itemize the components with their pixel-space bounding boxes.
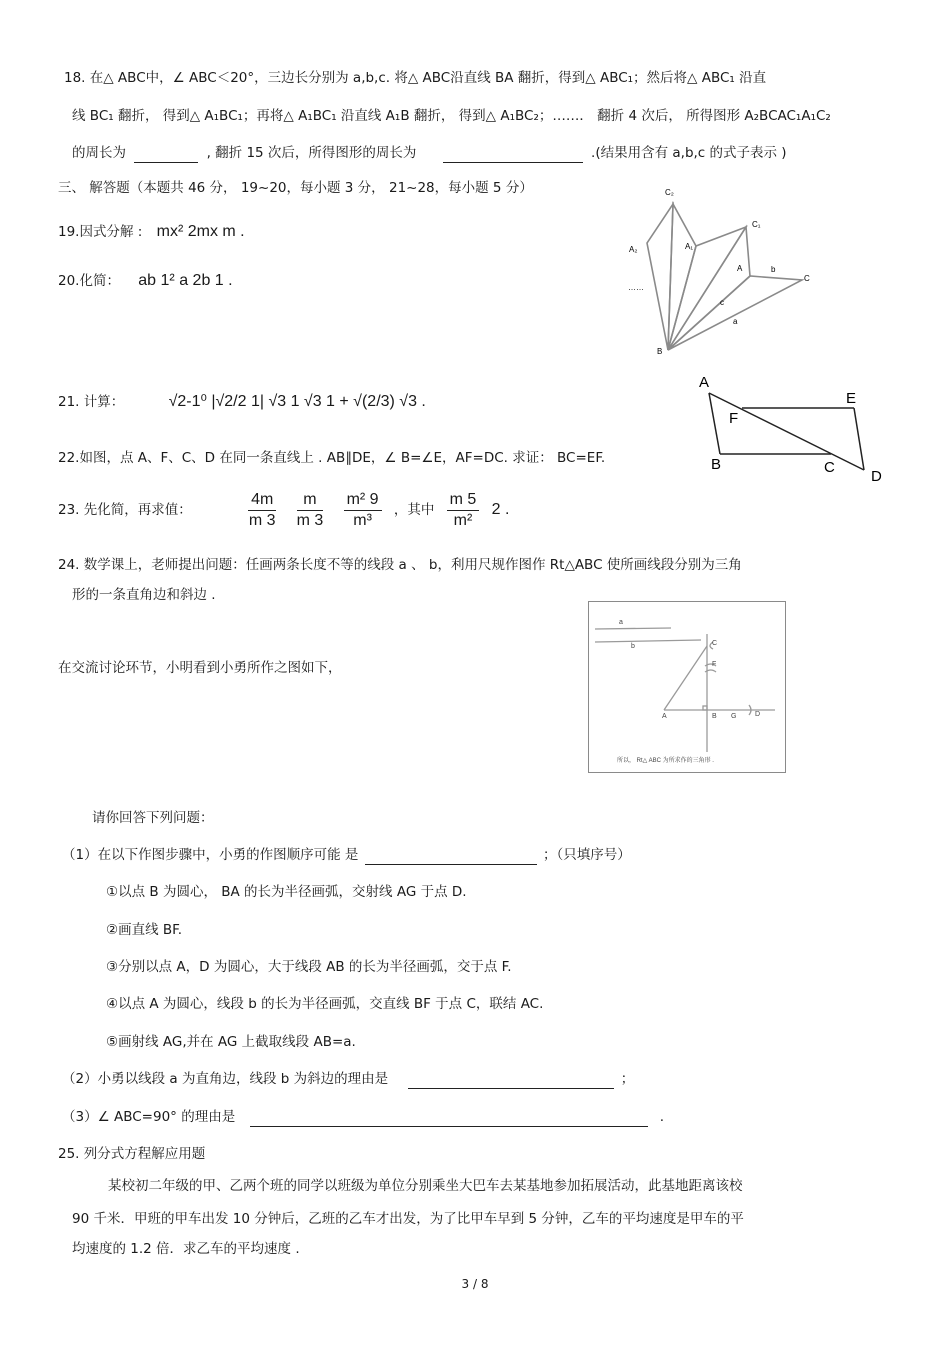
q22: 22.如图，点 A、F、C、D 在同一条直线上 . AB∥DE，∠ B=∠E，AF=DC. 求证： BC=EF.: [58, 450, 606, 466]
label-F: F: [712, 661, 717, 668]
q24-step-5: ⑤画射线 AG,并在 AG 上截取线段 AB=a.: [106, 1034, 356, 1050]
q23-f1-denominator: m 3: [248, 511, 276, 529]
q24-part1-text: （1）在以下作图步骤中，小勇的作图顺序可能 是: [62, 847, 359, 863]
construction-figure: [589, 602, 785, 772]
q24-prompt: 请你回答下列问题：: [92, 810, 214, 826]
q23-f4-denominator: m²: [453, 511, 473, 529]
q24-step-2: ②画直线 BF.: [106, 922, 183, 938]
q23-fraction-4: [447, 490, 480, 531]
q23-value: 2 .: [491, 501, 510, 518]
label-a: a: [619, 619, 623, 626]
q23: [58, 488, 509, 532]
section-heading: 三、 解答题（本题共 46 分， 19~20，每小题 3 分， 21~28，每小题 5 分）: [58, 180, 533, 196]
q24-part3: [62, 1107, 664, 1127]
label-A: A: [737, 264, 743, 273]
label-C1: C₁: [752, 220, 761, 229]
label-F: F: [729, 410, 739, 427]
label-A: A: [662, 713, 667, 720]
q20-label: 20.化简：: [58, 273, 120, 289]
q23-f4-numerator: m 5: [447, 490, 480, 511]
q21-expression: √2-1⁰ |√2/2 1| √3 1 √3 1 + √(2/3) √3 .: [168, 393, 426, 410]
q23-f2-denominator: m 3: [296, 511, 324, 529]
answer-blank-18b[interactable]: [443, 148, 583, 163]
q21: [58, 392, 426, 412]
q23-fraction-3: [344, 490, 382, 531]
q18-text-a: 的周长为: [72, 145, 126, 161]
q25-title: 25. 列分式方程解应用题: [58, 1146, 206, 1162]
q20: [58, 271, 233, 291]
label-C: C: [804, 274, 810, 283]
q23-f2-numerator: m: [297, 490, 324, 511]
answer-blank-24-2[interactable]: [408, 1074, 614, 1089]
label-a: a: [733, 317, 738, 326]
q21-label: 21. 计算：: [58, 394, 125, 410]
label-A1: A₁: [685, 242, 694, 251]
ellipsis: ……: [628, 283, 644, 292]
q23-fraction-2: [297, 490, 324, 531]
q18-line1: 18. 在△ ABC中，∠ ABC＜20°，三边长分别为 a,b,c. 将△ ABC沿直线 BA 翻折，得到△ ABC₁；然后将△ ABC₁ 沿直: [64, 70, 767, 86]
label-B: B: [711, 456, 722, 473]
q24-part2-tail: ；: [620, 1071, 635, 1087]
q23-label: 23. 先化简，再求值：: [58, 502, 192, 518]
answer-blank-24-3[interactable]: [250, 1112, 648, 1127]
label-E: E: [846, 390, 857, 407]
label-B: B: [657, 347, 663, 356]
q19-expression: mx² 2mx m .: [156, 223, 245, 240]
answer-blank-24-1[interactable]: [365, 850, 537, 865]
label-A: A: [699, 374, 710, 391]
q24-part2-text: （2）小勇以线段 a 为直角边，线段 b 为斜边的理由是: [62, 1071, 389, 1087]
q25-line1: 某校初二年级的甲、乙两个班的同学以班级为单位分别乘坐大巴车去某基地参加拓展活动，此基地距离该校: [108, 1178, 743, 1194]
q24-line1: 24. 数学课上，老师提出问题：任画两条长度不等的线段 a 、 b，利用尺规作图作 Rt△ABC 使所画线段分别为三角: [58, 557, 742, 573]
q18-text-b: , 翻折 15 次后，所得图形的周长为: [206, 145, 417, 161]
q24-part3-tail: .: [659, 1109, 665, 1125]
q24-part3-text: （3）∠ ABC=90° 的理由是: [62, 1109, 236, 1125]
q25-line3: 均速度的 1.2 倍．求乙车的平均速度 .: [72, 1241, 300, 1257]
label-D: D: [871, 468, 882, 485]
q25-line2: 90 千米．甲班的甲车出发 10 分钟后，乙班的乙车才出发，为了比甲车早到 5 分钟，乙车的平均速度是甲车的平: [72, 1211, 744, 1227]
construction-figure-panel: [588, 601, 786, 773]
q23-fraction-1: [248, 490, 276, 531]
q24-step-4: ④以点 A 为圆心，线段 b 的长为半径画弧，交直线 BF 于点 C，联结 AC.: [106, 996, 544, 1012]
page-number: 3 / 8: [461, 1277, 489, 1291]
q19-label: 19.因式分解 :: [58, 224, 143, 240]
figure-caption: 所以， Rt△ ABC 为所求作的三角形 .: [617, 758, 714, 764]
q24-part2: [62, 1069, 634, 1089]
q19: [58, 222, 245, 242]
label-b: b: [771, 265, 776, 274]
q24-line3: 在交流讨论环节，小明看到小勇所作之图如下，: [58, 660, 342, 676]
q18-line2: 线 BC₁ 翻折， 得到△ A₁BC₁；再将△ A₁BC₁ 沿直线 A₁B 翻折， 得到△ A₁BC₂；……． 翻折 4 次后， 所得图形 A₂BCAC₁A₁C₂: [72, 108, 831, 124]
q24-line2: 形的一条直角边和斜边 .: [72, 587, 216, 603]
q20-expression: ab 1² a 2b 1 .: [138, 272, 233, 289]
label-b: b: [631, 643, 635, 650]
label-D: D: [755, 711, 761, 718]
q23-condition: ，其中: [393, 502, 435, 518]
answer-blank-18a[interactable]: [134, 148, 198, 163]
q24-step-3: ③分别以点 A，D 为圆心，大于线段 AB 的长为半径画弧，交于点 F.: [106, 959, 512, 975]
label-B: B: [712, 713, 717, 720]
label-C: C: [712, 640, 718, 647]
q23-f1-numerator: 4m: [248, 490, 276, 511]
label-C2: C₂: [665, 188, 674, 197]
q23-f3-denominator: m³: [353, 511, 372, 529]
label-C: C: [824, 459, 835, 476]
label-c: c: [720, 298, 724, 307]
label-A2: A₂: [629, 245, 638, 254]
q24-part1-tail: ；（只填序号）: [542, 847, 631, 863]
q18-text-c: .(结果用含有 a,b,c 的式子表示 ): [591, 145, 787, 161]
folding-triangles-figure: [620, 180, 820, 360]
q18-line3: [72, 143, 787, 163]
q24-part1: [62, 845, 631, 865]
q24-step-1: ①以点 B 为圆心， BA 的长为半径画弧，交射线 AG 于点 D.: [106, 884, 467, 900]
q23-f3-numerator: m² 9: [344, 490, 382, 511]
parallel-triangles-figure: [690, 368, 895, 488]
label-G: G: [731, 713, 737, 720]
